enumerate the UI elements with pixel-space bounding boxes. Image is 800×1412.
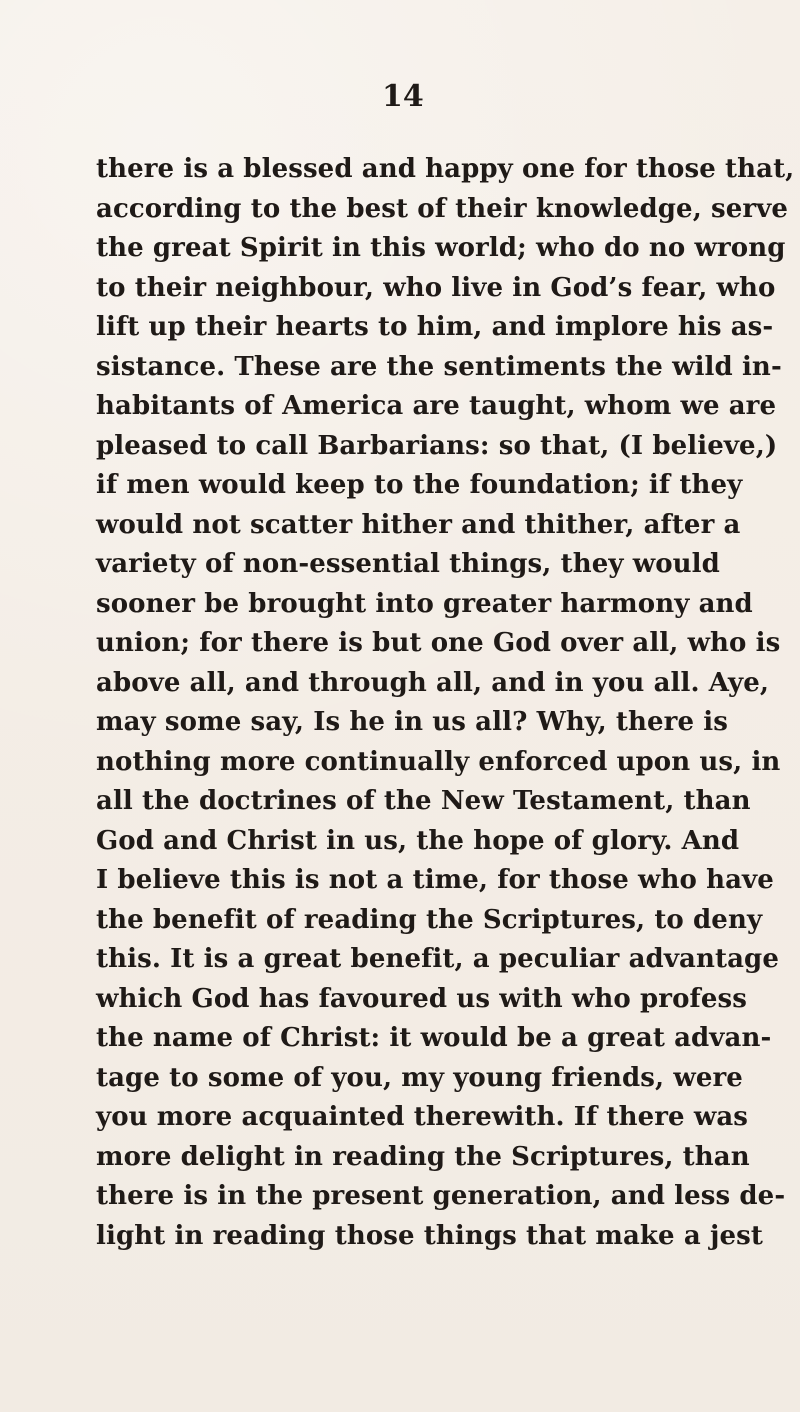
text-line: there is a blessed and happy one for those that,: [96, 154, 795, 184]
text-line: habitants of America are taught, whom we are: [96, 391, 777, 421]
text-line: the great Spirit in this world; who do no wrong: [96, 233, 786, 263]
text-line: this. It is a great benefit, a peculiar advantage: [96, 944, 779, 974]
text-line: light in reading those things that make a jest: [96, 1220, 763, 1251]
text-line: the name of Christ: it would be a great advan-: [96, 1023, 772, 1053]
text-line: which God has favoured us with who profess: [96, 983, 747, 1014]
text-line: if men would keep to the foundation; if they: [96, 470, 743, 500]
text-line: above all, and through all, and in you all. Aye,: [96, 667, 769, 698]
text-line: nothing more continually enforced upon us, in: [96, 746, 781, 777]
text-line: pleased to call Barbarians: so that, (I believe,): [96, 430, 778, 461]
text-line: sooner be brought into greater harmony and: [96, 588, 753, 619]
text-line: sistance. These are the sentiments the wild in-: [96, 351, 782, 382]
text-line: tage to some of you, my young friends, were: [96, 1062, 743, 1093]
text-line: God and Christ in us, the hope of glory. And: [96, 825, 740, 856]
text-line: according to the best of their knowledge, serve: [96, 193, 789, 224]
text-line: would not scatter hither and thither, after a: [96, 509, 741, 540]
body-text: [96, 150, 795, 1256]
text-line: union; for there is but one God over all, who is: [96, 628, 781, 658]
text-line: the benefit of reading the Scriptures, to deny: [96, 904, 763, 935]
text-line: lift up their hearts to him, and implore his as-: [96, 312, 774, 342]
text-line: may some say, Is he in us all? Why, there is: [96, 707, 728, 737]
text-line: there is in the present generation, and less de-: [96, 1181, 786, 1211]
text-line: more delight in reading the Scriptures, than: [96, 1141, 750, 1172]
page-number: 14: [382, 79, 424, 114]
text-line: all the doctrines of the New Testament, than: [96, 786, 751, 816]
text-line: variety of non-essential things, they would: [96, 549, 720, 579]
text-line: you more acquainted therewith. If there was: [96, 1102, 749, 1132]
text-line: I believe this is not a time, for those who have: [96, 865, 774, 895]
text-line: to their neighbour, who live in God’s fear, who: [96, 272, 776, 303]
